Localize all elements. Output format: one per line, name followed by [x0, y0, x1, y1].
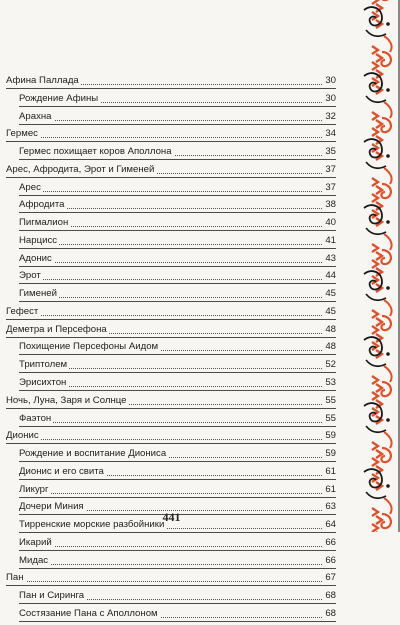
toc-entry-page: 53 [325, 377, 336, 389]
toc-entry [19, 447, 336, 462]
toc-entry [19, 145, 336, 160]
toc-entry [19, 216, 336, 231]
toc-entry [6, 163, 336, 178]
toc-entry-title: Тирренские морские разбойники [19, 519, 165, 531]
toc-entry-page: 32 [325, 110, 336, 122]
toc-entry-page: 43 [325, 252, 336, 264]
toc-entry-title: Пигмалион [19, 217, 69, 229]
leader-dots [6, 137, 322, 138]
leader-dots [19, 422, 322, 423]
toc-entry-page: 66 [325, 536, 336, 548]
toc-entry [19, 340, 336, 355]
toc-entry-page: 68 [325, 607, 336, 619]
leader-dots [19, 262, 322, 263]
toc-entry-page: 37 [325, 181, 336, 193]
leader-dots [19, 279, 322, 280]
toc-entry-page: 68 [325, 590, 336, 602]
leader-dots [19, 191, 322, 192]
toc-entry [19, 287, 336, 302]
toc-entry [19, 465, 336, 480]
toc-entry-page: 61 [325, 483, 336, 495]
leader-dots [19, 120, 322, 121]
toc-entry-title: Нарцисс [19, 234, 58, 246]
toc-entry-page: 30 [325, 92, 336, 104]
toc-entry-page: 37 [325, 163, 336, 175]
toc-entry [6, 323, 336, 338]
toc-entry-title: Триптолем [19, 359, 68, 371]
leader-dots [19, 493, 322, 494]
leader-dots [19, 564, 322, 565]
toc-entry-page: 41 [325, 234, 336, 246]
toc-entry-title: Пан [6, 572, 24, 584]
toc-entry [19, 181, 336, 196]
toc-entry-page: 64 [325, 519, 336, 531]
toc-entry [6, 74, 336, 89]
toc-entry-title: Эрот [19, 270, 41, 282]
toc-entry-title: Арес, Афродита, Эрот и Гименей [6, 163, 155, 175]
toc-entry [19, 483, 336, 498]
toc-entry [19, 536, 336, 551]
leader-dots [6, 315, 322, 316]
decorative-border-ornament [358, 0, 400, 532]
toc-entry-title: Ликург [19, 483, 49, 495]
toc-entry-title: Мидас [19, 554, 49, 566]
toc-entry-page: 30 [325, 75, 336, 86]
toc-entry-page: 55 [325, 394, 336, 406]
toc-entry-title: Состязание Пана с Аполлоном [19, 607, 158, 619]
toc-entry [19, 376, 336, 391]
toc-entry [6, 127, 336, 142]
toc-entry-page: 59 [325, 430, 336, 442]
leader-dots [6, 581, 322, 582]
toc-entry-title: Арес [19, 181, 41, 193]
toc-entry-page: 52 [325, 359, 336, 371]
toc-entry [6, 305, 336, 320]
toc-entry-page: 35 [325, 146, 336, 158]
toc-entry-page: 67 [325, 572, 336, 584]
toc-entry-page: 44 [325, 270, 336, 282]
toc-entry-title: Ночь, Луна, Заря и Солнце [6, 394, 127, 406]
toc-entry-title: Похищение Персефоны Аидом [19, 341, 159, 353]
toc-entry [19, 358, 336, 373]
toc-entry [19, 607, 336, 622]
toc-entry [6, 429, 336, 444]
toc-entry [19, 110, 336, 125]
toc-entry-page: 48 [325, 323, 336, 335]
toc-entry-title: Рождение и воспитание Диониса [19, 448, 167, 460]
toc-entry-title: Афина Паллада [6, 75, 79, 86]
leader-dots [19, 244, 322, 245]
toc-entry [6, 394, 336, 409]
toc-entry-title: Рождение Афины [19, 92, 99, 104]
toc-entry-page: 40 [325, 217, 336, 229]
toc-entry [6, 571, 336, 586]
table-of-contents [6, 74, 336, 625]
toc-entry-title: Афродита [19, 199, 65, 211]
toc-entry [19, 198, 336, 213]
toc-entry-title: Икарий [19, 536, 52, 548]
toc-entry-page: 61 [325, 465, 336, 477]
toc-entry [19, 234, 336, 249]
toc-entry-title: Дочери Миния [19, 501, 84, 513]
leader-dots [19, 297, 322, 298]
toc-entry-title: Дионис [6, 430, 39, 442]
toc-entry-title: Гименей [19, 288, 57, 300]
toc-entry [19, 412, 336, 427]
toc-entry-page: 45 [325, 305, 336, 317]
toc-entry-title: Арахна [19, 110, 52, 122]
toc-entry-title: Адонис [19, 252, 52, 264]
toc-entry-page: 48 [325, 341, 336, 353]
toc-entry-title: Эрисихтон [19, 377, 67, 389]
page-number: 441 [162, 510, 181, 524]
toc-entry-page: 34 [325, 128, 336, 140]
toc-entry-title: Гермес [6, 128, 38, 140]
toc-entry-page: 38 [325, 199, 336, 211]
toc-entry-page: 55 [325, 412, 336, 424]
leader-dots [19, 546, 322, 547]
toc-entry [19, 589, 336, 604]
leader-dots [6, 439, 322, 440]
toc-entry-page: 59 [325, 448, 336, 460]
toc-entry-page: 66 [325, 554, 336, 566]
toc-entry-title: Фаэтон [19, 412, 52, 424]
toc-entry-title: Гефест [6, 305, 39, 317]
toc-entry [19, 269, 336, 284]
toc-entry-title: Гермес похищает коров Аполлона [19, 146, 172, 158]
toc-entry [19, 92, 336, 107]
toc-entry-title: Дионис и его свита [19, 465, 104, 477]
toc-entry [19, 554, 336, 569]
toc-entry-title: Деметра и Персефона [6, 323, 107, 335]
toc-entry-page: 63 [325, 501, 336, 513]
toc-entry [19, 252, 336, 267]
toc-entry-title: Пан и Сиринга [19, 590, 85, 602]
toc-entry-page: 45 [325, 288, 336, 300]
